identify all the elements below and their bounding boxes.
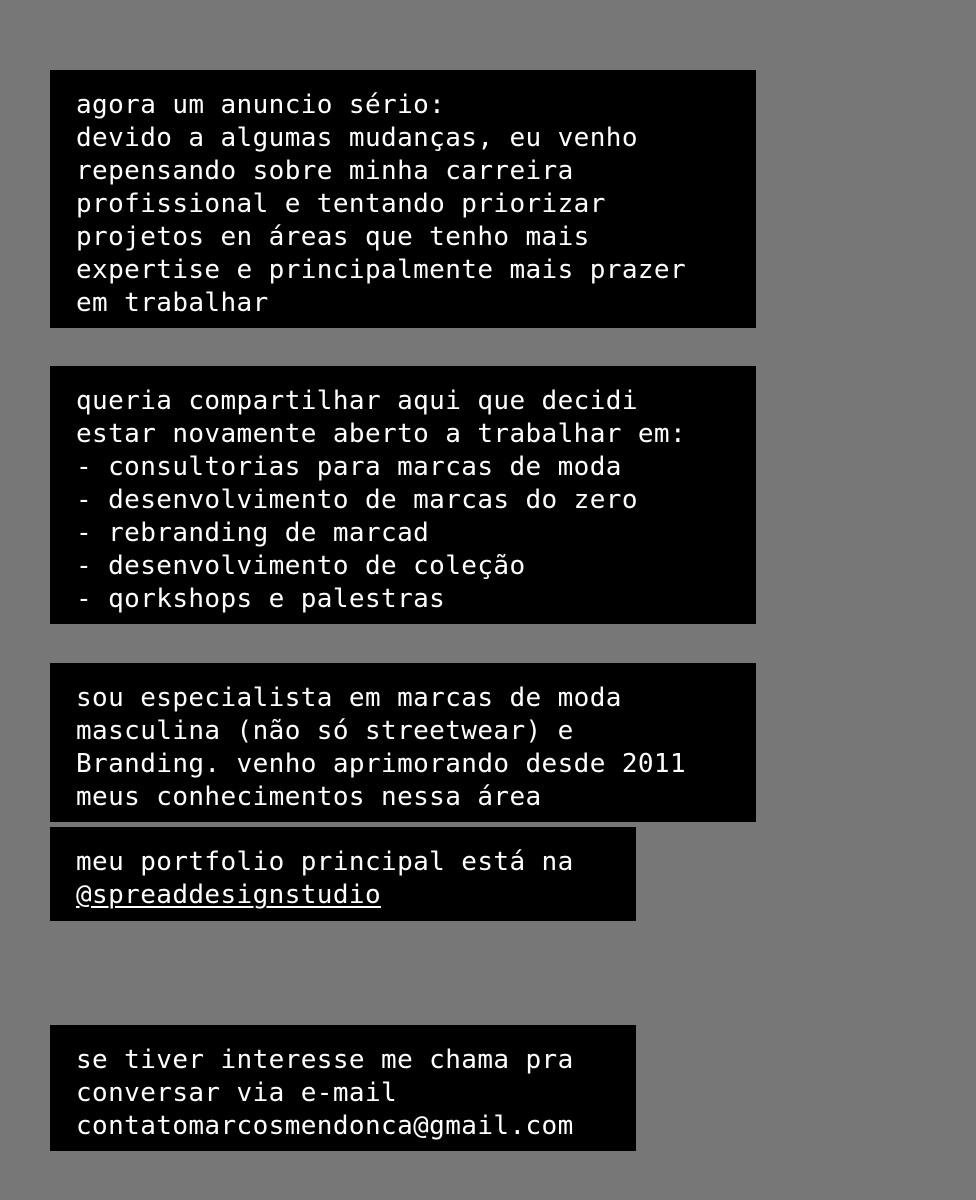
service-list-item: - desenvolvimento de marcas do zero xyxy=(76,485,638,515)
portfolio-text: meu portfolio principal está na xyxy=(76,847,574,877)
expertise-line: Branding. venho aprimorando desde 2011 xyxy=(76,749,687,779)
announcement-line: repensando sobre minha carreira xyxy=(76,156,574,186)
announcement-line: em trabalhar xyxy=(76,288,269,318)
portfolio-handle-link[interactable]: @spreaddesignstudio xyxy=(76,880,382,910)
announcement-line: agora um anuncio sério: xyxy=(76,90,446,120)
portfolio-handle-row xyxy=(76,879,610,912)
services-intro-line: queria compartilhar aqui que decidi xyxy=(76,386,638,416)
services-card xyxy=(50,366,756,624)
contact-line: conversar via e-mail xyxy=(76,1078,398,1108)
portfolio-card xyxy=(50,827,636,921)
contact-email: contatomarcosmendonca@gmail.com xyxy=(76,1111,574,1141)
service-list-item: - consultorias para marcas de moda xyxy=(76,452,622,482)
announcement-line: devido a algumas mudanças, eu venho xyxy=(76,123,638,153)
service-list-item: - rebranding de marcad xyxy=(76,518,430,548)
announcement-card xyxy=(50,70,756,328)
services-intro-line: estar novamente aberto a trabalhar em: xyxy=(76,419,687,449)
expertise-line: meus conhecimentos nessa área xyxy=(76,782,542,812)
expertise-line: masculina (não só streetwear) e xyxy=(76,716,574,746)
contact-card xyxy=(50,1025,636,1151)
service-list-item: - desenvolvimento de coleção xyxy=(76,551,526,581)
contact-line: se tiver interesse me chama pra xyxy=(76,1045,574,1075)
announcement-line: projetos en áreas que tenho mais xyxy=(76,222,590,252)
service-list-item: - qorkshops e palestras xyxy=(76,584,446,614)
announcement-line: profissional e tentando priorizar xyxy=(76,189,606,219)
expertise-card xyxy=(50,663,756,822)
expertise-line: sou especialista em marcas de moda xyxy=(76,683,622,713)
announcement-line: expertise e principalmente mais prazer xyxy=(76,255,687,285)
